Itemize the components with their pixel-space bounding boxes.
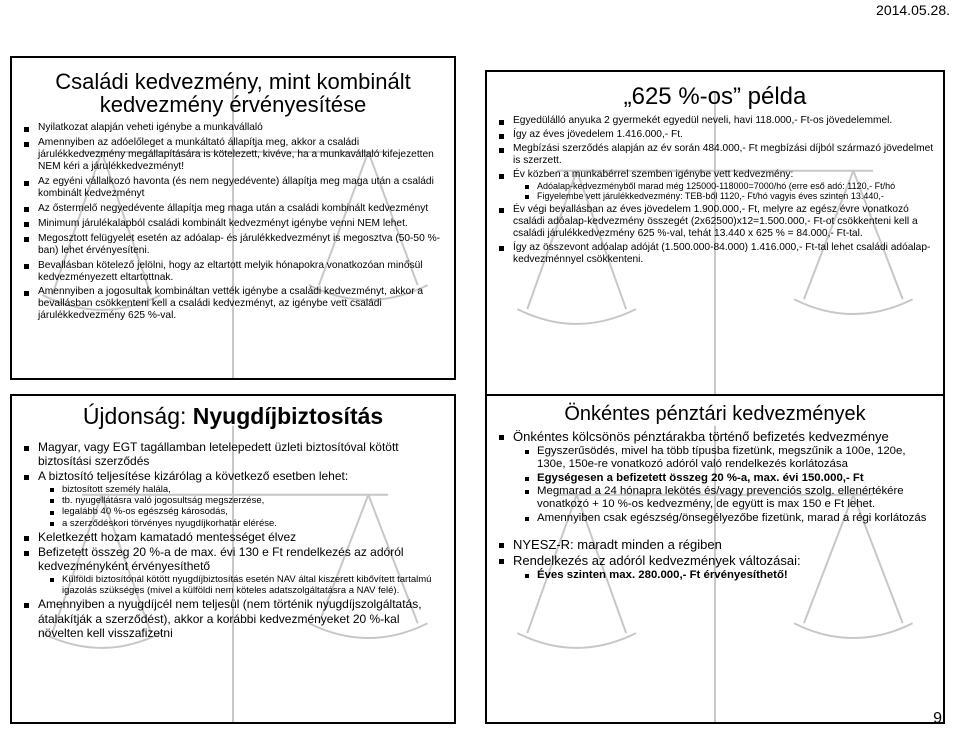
list-item: Év közben a munkabérrel szemben igénybe vett kedvezmény: Adóalap-kedvezményből marad még 125000-118000=7000/hó (erre eső adó: 1120,- Ft/hó Figyelembe vett járulékkedvezmény: TEB-ből 1120,- Ft/hó vagyis éves szinten 13.440,- [505, 169, 935, 202]
list-item: Amennyiben a nyugdíjcél nem teljesül (nem történik nyugdíjszolgáltatás, átalakítják a szerződést), akkor a korábbi kedvezményeket 20 %-kal növelten kell visszafizetni [30, 597, 446, 639]
bullet-list [487, 429, 943, 582]
sub-list-item: Amennyiben csak egészség/önsegélyezőbe fizetünk, marad a régi korlátozás [531, 512, 935, 525]
slide-title: Önkéntes pénztári kedvezmények [564, 403, 866, 425]
sub-list-item: Figyelembe vett járulékkedvezmény: TEB-ből 1120,- Ft/hó vagyis éves szinten 13.440,- [531, 191, 935, 202]
list-item: Így az éves jövedelem 1.416.000,- Ft. [505, 129, 935, 141]
slide-title: „625 %-os” példa [623, 83, 807, 110]
sub-list-item: Egyszerűsödés, mivel ha több típusba fizetünk, megszűnik a 100e, 120e, 130e, 150e-re vonatkozó adóról való rendelkezés korlátozása [531, 445, 935, 472]
list-item: Az egyéni vállalkozó havonta (és nem negyedévente) állapítja meg maga után a családi kombinált kedvezményt [30, 176, 446, 200]
sub-bullet-list [38, 484, 446, 530]
sub-list-item: tb. nyugellátásra való jogosultság megszerzése, [56, 495, 446, 506]
sub-list-item: Egységesen a befizetett összeg 20 %-a, max. évi 150.000,- Ft [531, 472, 935, 485]
bullet-list [12, 440, 454, 640]
sub-list-item: legalább 40 %-os egészség károsodás, [56, 506, 446, 517]
sub-list-item: Külföldi biztosítónál kötött nyugdíjbiztosítás esetén NAV által kiszerett kibővített tartalmú igazolás szükséges (mivel a külföldi nem köteles adatszolgáltatásra a NAV felé). [56, 574, 446, 597]
sub-list-item: Éves szinten max. 280.000,- Ft érvényesíthető! [531, 569, 935, 582]
list-item: A biztosító teljesítése kizárólag a következő esetben lehet: biztosított személy halála, tb. nyugellátásra való jogosultság megszerzése, legalább 40 %-os egészség károsodás, a szerződéskori törvényes nyugdíjkorhatár elérése. [30, 469, 446, 529]
list-item: Bevallásban kötelező jelölni, hogy az eltartott melyik hónapokra vonatkozóan minősül kedvezményezett eltartottnak. [30, 260, 446, 284]
list-item: Amennyiben az adóelőleget a munkáltató állapítja meg, akkor a családi járulékkedvezmény megállapítására is kötelezett, kivéve, ha a munkavállaló kifejezetten NEM kéri a járulékkedvezményt! [30, 137, 446, 173]
list-item: Így az összevont adóalap adóját (1.500.000-84.000) 1.416.000,- Ft-tal lehet családi adóalap-kedvezménnyel csökkenteni. [505, 242, 935, 266]
sub-list-item: Megmarad a 24 hónapra lekötés és/vagy prevenciós szolg. ellenértékére vonatkozó + 10 %-os kedvezmény, de együtt is max 150 e Ft lehet. [531, 485, 935, 512]
list-item: Keletkezett hozam kamatadó mentességet élvez [30, 530, 446, 544]
slide-family-allowance [10, 56, 456, 380]
date-header: 2014.05.28. [876, 2, 950, 18]
list-item: Nyilatkozat alapján veheti igénybe a munkavállaló [30, 122, 446, 134]
bullet-list [487, 115, 943, 265]
sub-list-item: Adóalap-kedvezményből marad még 125000-118000=7000/hó (erre eső adó: 1120,- Ft/hó [531, 181, 935, 192]
sub-bullet-list [513, 569, 935, 582]
sub-bullet-list [513, 445, 935, 526]
list-item: Minimum járulékalapból családi kombinált kedvezményt igénybe venni NEM lehet. [30, 218, 446, 230]
slide-title: Családi kedvezmény, mint kombinált kedvezmény érvényesítése [55, 69, 411, 118]
sub-list-item: biztosított személy halála, [56, 484, 446, 495]
list-item: Magyar, vagy EGT tagállamban letelepedett üzleti biztosítóval kötött biztosítási szerződés [30, 440, 446, 468]
list-item: Önkéntes kölcsönös pénztárakba történő befizetés kedvezménye Egyszerűsödés, mivel ha több típusba fizetünk, megszűnik a 100e, 120e, 130e, 150e-re vonatkozó adóról való rendelkezés korlátozása Egységesen a befizetett összeg 20 %-a, max. évi 150.000,- Ft Megmarad a 24 hónapra lekötés és/vagy prevenciós szolg. ellenértékére vonatkozó + 10 %-os kedvezmény, de együtt is max 150 e Ft lehet. Amennyiben csak egészség/önsegélyezőbe fizetünk, marad a régi korlátozás [505, 429, 935, 525]
slide-voluntary-fund [485, 394, 945, 724]
slide-pension-insurance [10, 394, 456, 724]
sub-bullet-list [513, 181, 935, 202]
sub-bullet-list [38, 574, 446, 597]
bullet-list [12, 122, 454, 322]
list-item: Év végi bevallásban az éves jövedelem 1.900.000,- Ft, melyre az egész évre vonatkozó családi adóalap-kedvezmény összegét (2x62500)x12=1.500.000,- Ft-ot csökkenteni kell a családi járulékkedvezmény 625 %-val, tehát 13.440 x 625 % = 84.000,- Ft-tal. [505, 204, 935, 240]
list-item: Megosztott felügyelet esetén az adóalap- és járulékkedvezményt is megosztva (50-50 %-ban) lehet érvényesíteni. [30, 233, 446, 257]
sub-list-item: a szerződéskori törvényes nyugdíjkorhatár elérése. [56, 518, 446, 529]
slide-625-percent-example [485, 70, 945, 400]
page-number: 9 [933, 710, 942, 727]
list-item: Egyedülálló anyuka 2 gyermekét egyedül neveli, havi 118.000,- Ft-os jövedelemmel. [505, 115, 935, 127]
list-item: Az őstermelő negyedévente állapítja meg maga után a családi kombinált kedvezményt [30, 203, 446, 215]
list-item: Amennyiben a jogosultak kombináltan vették igénybe a családi kedvezményt, akkor a bevallásban csökkenteni kell a családi kedvezményt, az igénybe vett családi járulékkedvezmény 625 %-val. [30, 286, 446, 322]
slide-title: Újdonság: Nyugdíjbiztosítás [82, 403, 384, 429]
list-item: Megbízási szerződés alapján az év során 484.000,- Ft megbízási díjból származó jövedelmet is szerzett. [505, 143, 935, 167]
list-item: Rendelkezés az adóról kedvezmények változásai: Éves szinten max. 280.000,- Ft érvényesíthető! [505, 553, 935, 582]
list-item: Befizetett összeg 20 %-a de max. évi 130 e Ft rendelkezés az adóról kedvezményként érvényesíthető Külföldi biztosítónál kötött nyugdíjbiztosítás esetén NAV által kiszerett kibővített tartalmú igazolás szükséges (mivel a külföldi nem köteles adatszolgáltatásra a NAV felé). [30, 545, 446, 596]
list-item: NYESZ-R: maradt minden a régiben [505, 537, 935, 553]
